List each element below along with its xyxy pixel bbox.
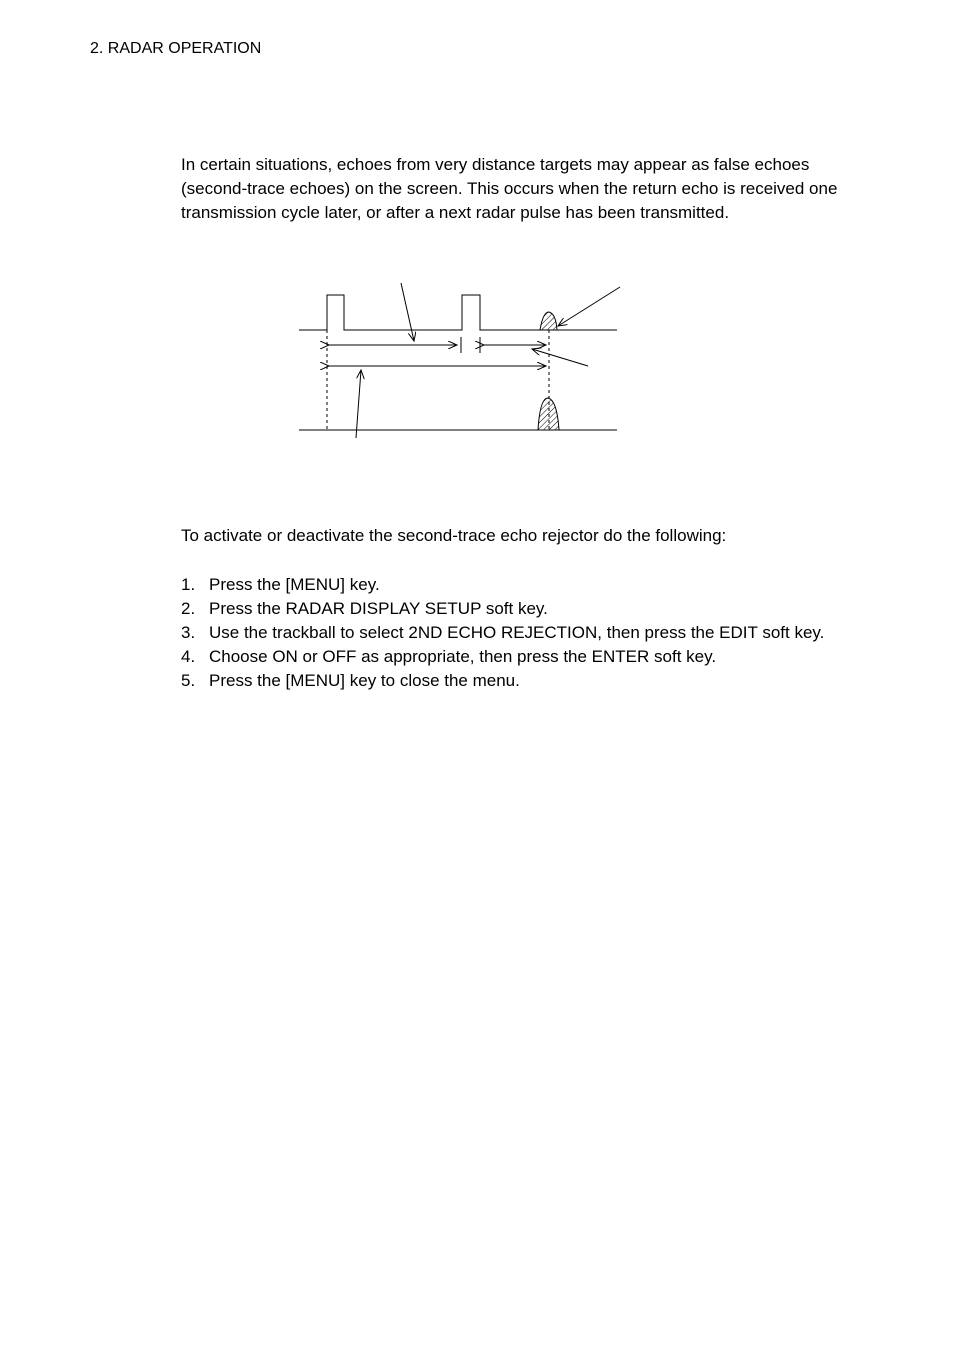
step-number: 1. xyxy=(181,575,196,594)
step-text: Press the RADAR DISPLAY SETUP soft key. xyxy=(209,599,548,618)
leader-arrow-false-echo xyxy=(558,287,620,326)
step-number: 2. xyxy=(181,599,196,618)
transmission-pulse-train xyxy=(299,295,617,330)
step-text: Press the [MENU] key. xyxy=(209,575,380,594)
leader-arrow-true-range xyxy=(356,370,361,438)
running-header: 2. RADAR OPERATION xyxy=(90,40,262,57)
step-number: 3. xyxy=(181,623,196,642)
second-trace-echo-diagram xyxy=(290,276,630,446)
procedure-step xyxy=(181,597,846,621)
procedure-step xyxy=(181,645,846,669)
procedure-steps xyxy=(181,573,846,693)
instructions-lead: To activate or deactivate the second-trace echo rejector do the following: xyxy=(181,526,727,545)
procedure-step xyxy=(181,669,846,693)
leader-arrow-pulse-interval xyxy=(401,283,414,341)
procedure-step xyxy=(181,621,846,645)
step-number: 4. xyxy=(181,647,196,666)
step-text: Press the [MENU] key to close the menu. xyxy=(209,671,520,690)
procedure-step xyxy=(181,573,846,597)
second-trace-echo-blip xyxy=(540,312,557,330)
step-text: Use the trackball to select 2ND ECHO REJECTION, then press the EDIT soft key. xyxy=(209,623,825,642)
step-number: 5. xyxy=(181,671,196,690)
intro-paragraph: In certain situations, echoes from very distance targets may appear as false echoes (second-trace echoes) on the screen. This occurs when the return echo is received one transmission cycle later, or after a next radar pulse has been transmitted. xyxy=(181,155,838,222)
leader-arrow-delay xyxy=(532,349,588,366)
step-text: Choose ON or OFF as appropriate, then press the ENTER soft key. xyxy=(209,647,717,666)
